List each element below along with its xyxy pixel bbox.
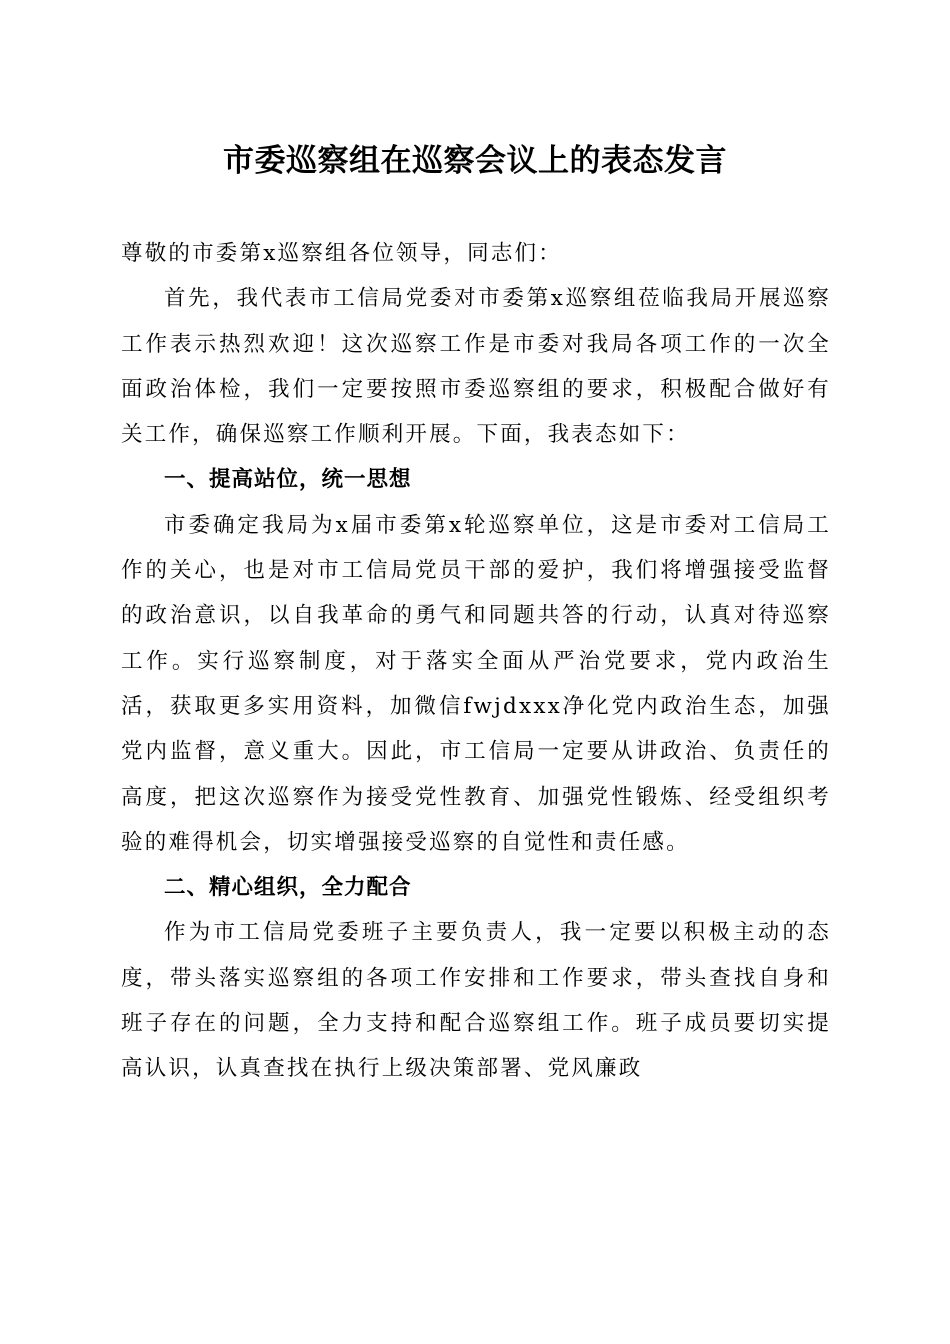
document-title: 市委巡察组在巡察会议上的表态发言 [223, 143, 727, 179]
section-heading-1: 一、提高站位，统一思想 [164, 467, 412, 493]
paragraph-intro: 首先，我代表市工信局党委对市委第x巡察组莅临我局开展巡察工作表示热烈欢迎！这次巡察工作是市委对我局各项工作的一次全面政治体检，我们一定要按照市委巡察组的要求，积极配合做好有关工作，确保巡察工作顺利开展。下面，我表态如下： [121, 286, 831, 448]
section-heading-2: 二、精心组织，全力配合 [164, 875, 412, 901]
paragraph-section-1: 市委确定我局为x届市委第x轮巡察单位，这是市委对工信局工作的关心，也是对市工信局党员干部的爱护，我们将增强接受监督的政治意识，以自我革命的勇气和同题共答的行动，认真对待巡察工作。实行巡察制度，对于落实全面从严治党要求，党内政治生活，获取更多实用资料，加微信fwjdxxx净化党内政治生态，加强党内监督，意义重大。因此，市工信局一定要从讲政治、负责任的高度，把这次巡察作为接受党性教育、加强党性锻炼、经受组织考验的难得机会，切实增强接受巡察的自觉性和责任感。 [121, 512, 831, 855]
document-body [121, 231, 831, 1092]
salutation: 尊敬的市委第x巡察组各位领导，同志们： [121, 241, 562, 266]
paragraph-section-2: 作为市工信局党委班子主要负责人，我一定要以积极主动的态度，带头落实巡察组的各项工作安排和工作要求，带头查找自身和班子存在的问题，全力支持和配合巡察组工作。班子成员要切实提高认识，认真查找在执行上级决策部署、党风廉政 [121, 920, 831, 1082]
